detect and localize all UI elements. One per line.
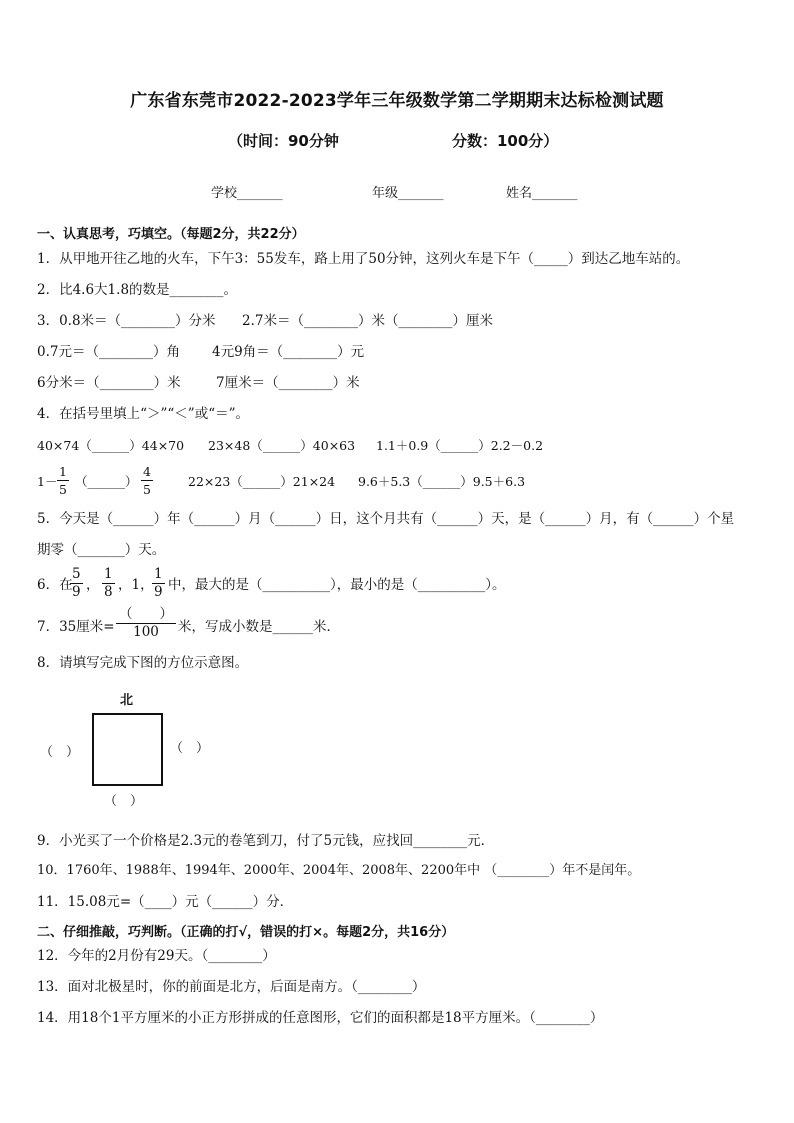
q4-compare-4-prefix: 1－ <box>37 474 58 489</box>
q4-compare-3: 1.1＋0.9（______）2.2－0.2 <box>376 438 544 453</box>
q6-sep-1: ， <box>86 577 100 593</box>
question-14: 14．用18个1平方厘米的小正方形拼成的任意图形，它们的面积都是18平方厘米。（________） <box>37 1010 604 1026</box>
question-12: 12．今年的2月份有29天。（________） <box>37 948 276 964</box>
compass-east-blank: （ ） <box>170 741 210 756</box>
q4-fraction-1: $\frac{1}{5}$ <box>59 464 67 497</box>
compass-north-label: 北 <box>120 693 134 708</box>
compass-south-blank: （ ） <box>104 794 144 809</box>
q3-part-f: 7厘米＝（________）米 <box>216 375 360 391</box>
question-3-row-1 <box>37 312 757 330</box>
q6-prefix: 6．在 <box>37 577 73 593</box>
exam-title: 广东省东莞市2022-2023学年三年级数学第二学期期末达标检测试题 <box>130 91 664 111</box>
q3-part-a: 3．0.8米＝（________）分米 <box>37 313 216 329</box>
q6-fraction-3: $\frac{1}{9}$ <box>154 566 163 600</box>
question-1: 1．从甲地开往乙地的火车，下午3：55发车，路上用了50分钟，这列火车是下午（_____）到达乙地车站的。 <box>37 251 690 267</box>
section-1-heading: 一、认真思考，巧填空。（每题2分，共22分） <box>37 227 305 242</box>
compass-west-blank: （ ） <box>40 745 80 760</box>
q4-fraction-2: $\frac{4}{5}$ <box>143 464 151 497</box>
q6-fraction-1: $\frac{5}{9}$ <box>72 566 81 600</box>
question-13: 13．面对北极星时，你的前面是北方，后面是南方。（________） <box>37 979 426 995</box>
q6-suffix: 中，最大的是（__________），最小的是（__________）。 <box>168 577 506 593</box>
q4-compare-6: 9.6＋5.3（______）9.5＋6.3 <box>358 474 526 489</box>
q4-compare-4-blank: （______） <box>75 474 138 489</box>
question-4-row-1 <box>37 437 757 455</box>
question-9: 9．小光买了一个价格是2.3元的卷笔到刀，付了5元钱，应找回________元． <box>37 833 495 849</box>
name-field: 姓名_______ <box>506 186 578 201</box>
q3-part-d: 4元9角＝（________）元 <box>212 344 365 360</box>
section-2-heading: 二、仔细推敲，巧判断。（正确的打√，错误的打×。每题2分，共16分） <box>37 925 455 940</box>
q7-suffix: 米，写成小数是______米． <box>178 619 340 635</box>
question-2: 2．比4.6大1.8的数是________。 <box>37 282 238 298</box>
exam-score: 分数：100分） <box>452 132 559 150</box>
q6-fraction-2: $\frac{1}{8}$ <box>104 566 113 600</box>
q6-sep-2: ，1， <box>118 577 154 593</box>
q7-prefix: 7．35厘米= <box>37 619 115 635</box>
grade-field: 年级_______ <box>372 186 444 201</box>
question-10: 10．1760年、1988年、1994年、2000年、2004年、2008年、2200年中 （________）年不是闰年。 <box>37 863 641 878</box>
compass-square <box>92 713 163 786</box>
question-3-row-2 <box>37 343 757 361</box>
question-5-line-1: 5．今天是（______）年（______）月（______）日，这个月共有（______）天，是（______）月，有（______）个星 <box>37 511 735 527</box>
q4-compare-1: 40×74（______）44×70 <box>37 438 185 453</box>
question-7 <box>37 606 757 646</box>
exam-time: （时间：90分钟 <box>228 132 339 150</box>
school-field: 学校_______ <box>211 186 283 201</box>
q3-part-c: 0.7元＝（________）角 <box>37 344 180 360</box>
q4-compare-5: 22×23（______）21×24 <box>188 474 336 489</box>
question-4: 4．在括号里填上“＞”“＜”或“＝”。 <box>37 406 249 422</box>
q7-fraction: $\frac{( )}{100}$ <box>114 606 178 641</box>
question-3-row-3 <box>37 374 757 392</box>
question-4-row-2 <box>37 463 757 501</box>
q4-compare-2: 23×48（______）40×63 <box>208 438 356 453</box>
question-8: 8．请填写完成下图的方位示意图。 <box>37 655 249 671</box>
question-6 <box>37 566 757 604</box>
question-11: 11．15.08元=（____）元（______）分． <box>37 894 294 910</box>
q3-part-b: 2.7米＝（________）米（________）厘米 <box>242 313 493 329</box>
question-5-line-2: 期零（_______）天。 <box>37 542 166 558</box>
q3-part-e: 6分米＝（________）米 <box>37 375 181 391</box>
